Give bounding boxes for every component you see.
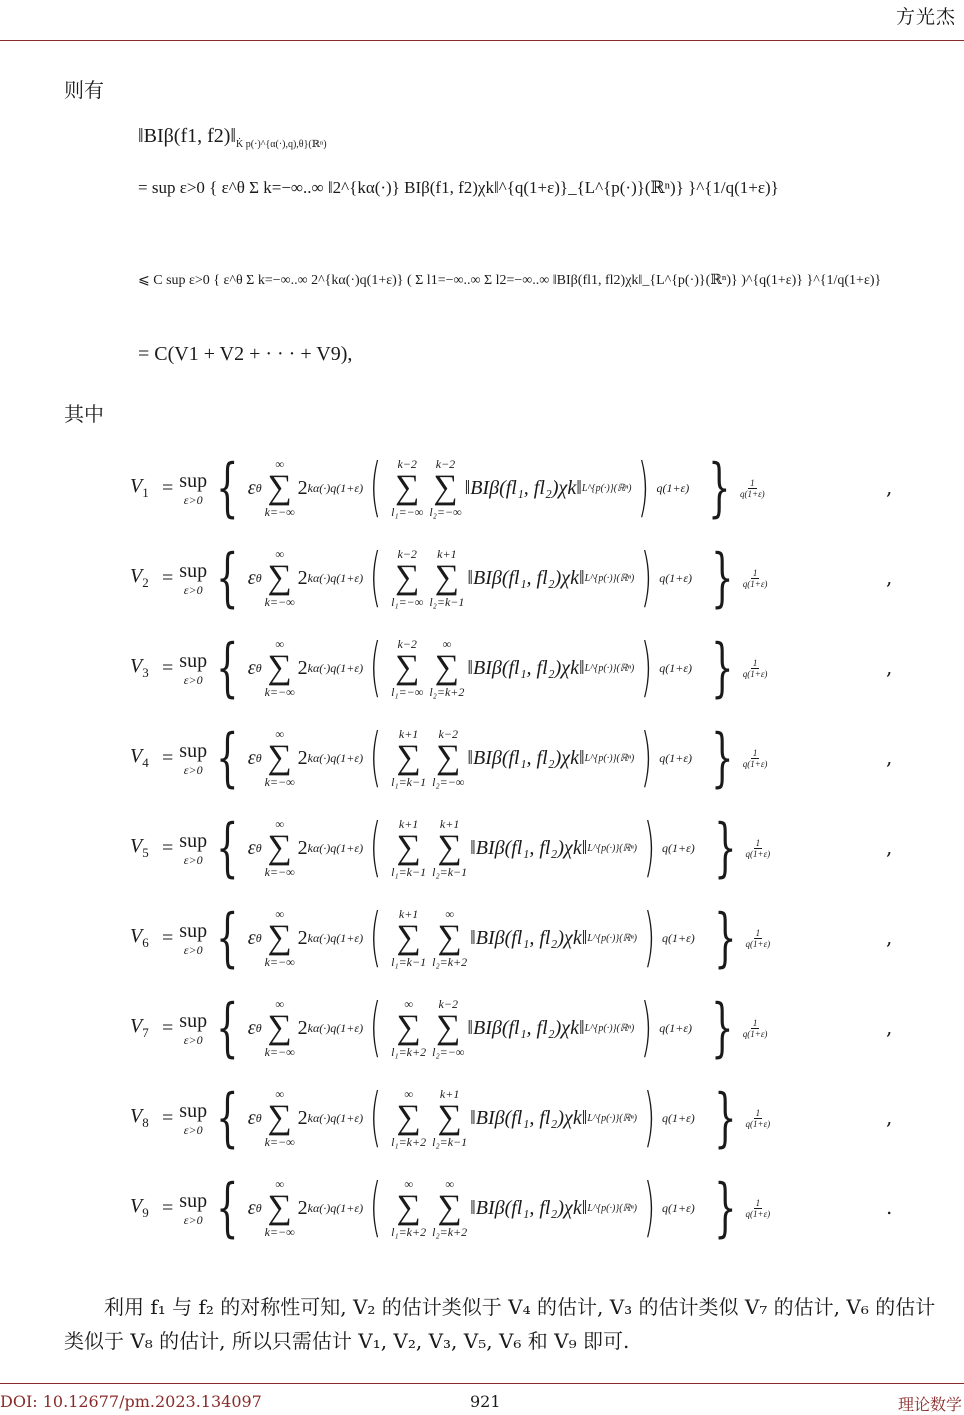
right-brace: }	[711, 631, 734, 705]
left-brace: {	[216, 811, 239, 885]
paragraph-line-2: 类似于 V₈ 的估计, 所以只需估计 V₁, V₂, V₃, V₅, V₆ 和 V₉ 即可.	[64, 1329, 630, 1353]
outer-exponent: q(1+ε)	[656, 480, 690, 495]
l2-sum-operator: k−2 ∑ l₂=−∞	[432, 997, 465, 1059]
sup-operator: sup ε>0	[179, 469, 208, 507]
v-term-punctuation: ,	[886, 565, 893, 589]
v-term-row: $V_8$ = sup ε>0 { ε θ ∞ ∑ k=−∞ 2 kα(·)q(1+ε) ( ∞ ∑ l₁=k+2 k+1 ∑ l₂=k−1 ‖BIβ(fl₁, fl₂)χk‖ L^{p(·)}(ℝⁿ) ) q(1+ε) } $\frac{1}{q(1+\varepsilon)}$	[130, 1081, 771, 1155]
v-term-row: $V_6$ = sup ε>0 { ε θ ∞ ∑ k=−∞ 2 kα(·)q(1+ε) ( k+1 ∑ l₁=k−1 ∞ ∑ l₂=k+2 ‖BIβ(fl₁, fl₂)χk‖ L^{p(·)}(ℝⁿ) ) q(1+ε) } $\frac{1}{q(1+\varepsilon)}$	[130, 901, 771, 975]
sup-operator: sup ε>0	[179, 559, 208, 597]
outer-exponent: q(1+ε)	[659, 1020, 693, 1035]
right-brace: }	[713, 811, 737, 885]
right-brace: }	[713, 1171, 737, 1245]
then-have-text: 则有	[64, 78, 104, 102]
right-paren: )	[643, 1081, 656, 1155]
v-label: $V_2$	[130, 565, 149, 590]
right-paren: )	[641, 631, 653, 705]
footer-journal-name: 理论数学	[897, 1395, 962, 1414]
power-fraction: $\frac{1}{q(1+\varepsilon)}$	[742, 1017, 768, 1039]
k-sum-operator: ∞ ∑ k=−∞	[264, 457, 295, 519]
norm-expression: ‖BIβ(fl₁, fl₂)χk‖	[470, 926, 588, 949]
l1-sum-operator: ∞ ∑ l₁=k+2	[391, 997, 427, 1059]
l2-sum-operator: k+1 ∑ l₂=k−1	[432, 817, 468, 879]
where-text: 其中	[64, 402, 104, 426]
left-brace: {	[216, 451, 239, 525]
v-term-row: $V_1$ = sup ε>0 { ε θ ∞ ∑ k=−∞ 2 kα(·)q(1+ε) ( k−2 ∑ l₁=−∞ k−2 ∑ l₂=−∞ ‖BIβ(fl₁, fl₂)χk‖ L^{p(·)}(ℝⁿ) ) q(1+ε) } $\frac{1}{q(1+\varepsilon)}$	[130, 451, 765, 525]
sup-operator: sup ε>0	[179, 649, 208, 687]
sup-operator: sup ε>0	[179, 1099, 208, 1137]
v-term-punctuation: ,	[886, 1105, 893, 1129]
main-eq-lhs-norm: ‖BIβ(f1, f2)‖	[138, 125, 237, 147]
l1-sum-operator: k−2 ∑ l₁=−∞	[391, 637, 424, 699]
l2-sum-operator: k+1 ∑ l₂=k−1	[432, 1087, 468, 1149]
left-paren: (	[369, 541, 382, 615]
main-eq-line4: = C(V1 + V2 + · · · + V9),	[138, 343, 353, 365]
outer-exponent: q(1+ε)	[661, 1110, 695, 1125]
power-fraction: $\frac{1}{q(1+\varepsilon)}$	[740, 477, 765, 499]
closing-paragraph	[64, 1290, 964, 1358]
main-eq-line2: = sup ε>0 { ε^θ Σ k=−∞..∞ ‖2^{kα(·)} BIβ(f1, f2)χk‖^{q(1+ε)}_{L^{p(·)}(ℝⁿ)} }^{1/q(1+ε)}	[138, 178, 779, 197]
v-term-punctuation: ,	[886, 475, 893, 499]
v-term-row: $V_9$ = sup ε>0 { ε θ ∞ ∑ k=−∞ 2 kα(·)q(1+ε) ( ∞ ∑ l₁=k+2 ∞ ∑ l₂=k+2 ‖BIβ(fl₁, fl₂)χk‖ L^{p(·)}(ℝⁿ) ) q(1+ε) } $\frac{1}{q(1+\varepsilon)}$	[130, 1171, 771, 1245]
norm-expression: ‖BIβ(fl₁, fl₂)χk‖	[467, 566, 585, 589]
right-brace: }	[713, 1081, 737, 1155]
v-term-row: $V_4$ = sup ε>0 { ε θ ∞ ∑ k=−∞ 2 kα(·)q(1+ε) ( k+1 ∑ l₁=k−1 k−2 ∑ l₂=−∞ ‖BIβ(fl₁, fl₂)χk‖ L^{p(·)}(ℝⁿ) ) q(1+ε) } $\frac{1}{q(1+\varepsilon)}$	[130, 721, 768, 795]
v-label: $V_6$	[130, 925, 149, 950]
k-sum-operator: ∞ ∑ k=−∞	[264, 817, 295, 879]
left-paren: (	[369, 901, 382, 975]
right-paren: )	[643, 1171, 656, 1245]
outer-exponent: q(1+ε)	[661, 930, 695, 945]
v-label: $V_7$	[130, 1015, 149, 1040]
l1-sum-operator: k+1 ∑ l₁=k−1	[391, 907, 427, 969]
left-paren: (	[369, 1171, 382, 1245]
v-label: $V_9$	[130, 1195, 149, 1220]
l1-sum-operator: k+1 ∑ l₁=k−1	[391, 727, 427, 789]
left-brace: {	[216, 631, 239, 705]
l1-sum-operator: ∞ ∑ l₁=k+2	[391, 1087, 427, 1149]
norm-expression: ‖BIβ(fl₁, fl₂)χk‖	[464, 476, 582, 499]
outer-exponent: q(1+ε)	[661, 1200, 695, 1215]
l1-sum-operator: ∞ ∑ l₁=k+2	[391, 1177, 427, 1239]
k-sum-operator: ∞ ∑ k=−∞	[264, 547, 295, 609]
main-eq-line3: ⩽ C sup ε>0 { ε^θ Σ k=−∞..∞ 2^{kα(·)q(1+ε)} ( Σ l1=−∞..∞ Σ l2=−∞..∞ ‖BIβ(fl1, fl2)χk‖_{L^{p(·)}(ℝⁿ)} )^{q(1+ε)} }^{1/q(1+ε)}	[138, 273, 882, 288]
v-term-punctuation: ,	[886, 745, 893, 769]
power-fraction: $\frac{1}{q(1+\varepsilon)}$	[742, 567, 768, 589]
v-label: $V_5$	[130, 835, 149, 860]
right-brace: }	[711, 541, 734, 615]
outer-exponent: q(1+ε)	[659, 750, 693, 765]
left-paren: (	[369, 991, 382, 1065]
k-sum-operator: ∞ ∑ k=−∞	[264, 727, 295, 789]
outer-exponent: q(1+ε)	[659, 570, 693, 585]
v-term-row: $V_3$ = sup ε>0 { ε θ ∞ ∑ k=−∞ 2 kα(·)q(1+ε) ( k−2 ∑ l₁=−∞ ∞ ∑ l₂=k+2 ‖BIβ(fl₁, fl₂)χk‖ L^{p(·)}(ℝⁿ) ) q(1+ε) } $\frac{1}{q(1+\varepsilon)}$	[130, 631, 768, 705]
right-paren: )	[641, 991, 653, 1065]
v-term-row: $V_2$ = sup ε>0 { ε θ ∞ ∑ k=−∞ 2 kα(·)q(1+ε) ( k−2 ∑ l₁=−∞ k+1 ∑ l₂=k−1 ‖BIβ(fl₁, fl₂)χk‖ L^{p(·)}(ℝⁿ) ) q(1+ε) } $\frac{1}{q(1+\varepsilon)}$	[130, 541, 768, 615]
left-paren: (	[369, 721, 382, 795]
norm-expression: ‖BIβ(fl₁, fl₂)χk‖	[470, 836, 588, 859]
left-brace: {	[216, 541, 239, 615]
left-brace: {	[216, 901, 239, 975]
left-paren: (	[369, 811, 382, 885]
power-fraction: $\frac{1}{q(1+\varepsilon)}$	[745, 927, 771, 949]
sup-operator: sup ε>0	[179, 919, 208, 957]
l2-sum-operator: ∞ ∑ l₂=k+2	[432, 1177, 468, 1239]
v-label: $V_8$	[130, 1105, 149, 1130]
l1-sum-operator: k+1 ∑ l₁=k−1	[391, 817, 427, 879]
right-brace: }	[713, 901, 737, 975]
sup-operator: sup ε>0	[179, 1009, 208, 1047]
outer-exponent: q(1+ε)	[659, 660, 693, 675]
footer-page-number: 921	[470, 1392, 501, 1411]
k-sum-operator: ∞ ∑ k=−∞	[264, 1177, 295, 1239]
v-label: $V_3$	[130, 655, 149, 680]
v-term-row: $V_5$ = sup ε>0 { ε θ ∞ ∑ k=−∞ 2 kα(·)q(1+ε) ( k+1 ∑ l₁=k−1 k+1 ∑ l₂=k−1 ‖BIβ(fl₁, fl₂)χk‖ L^{p(·)}(ℝⁿ) ) q(1+ε) } $\frac{1}{q(1+\varepsilon)}$	[130, 811, 771, 885]
norm-expression: ‖BIβ(fl₁, fl₂)χk‖	[467, 656, 585, 679]
header-divider	[0, 40, 964, 41]
l1-sum-operator: k−2 ∑ l₁=−∞	[391, 457, 424, 519]
left-brace: {	[216, 1171, 239, 1245]
k-sum-operator: ∞ ∑ k=−∞	[264, 997, 295, 1059]
right-paren: )	[643, 901, 656, 975]
l2-sum-operator: k+1 ∑ l₂=k−1	[429, 547, 465, 609]
left-paren: (	[369, 1081, 382, 1155]
v-label: $V_4$	[130, 745, 149, 770]
main-eq-lhs-space: K̇ p(·)^{α(·),q),θ}(ℝⁿ)	[236, 139, 327, 150]
k-sum-operator: ∞ ∑ k=−∞	[264, 1087, 295, 1149]
l2-sum-operator: k−2 ∑ l₂=−∞	[432, 727, 465, 789]
power-fraction: $\frac{1}{q(1+\varepsilon)}$	[742, 747, 768, 769]
norm-expression: ‖BIβ(fl₁, fl₂)χk‖	[470, 1196, 588, 1219]
sup-operator: sup ε>0	[179, 1189, 208, 1227]
footer-doi: DOI: 10.12677/pm.2023.134097	[0, 1392, 262, 1411]
right-brace: }	[708, 451, 731, 525]
v-term-punctuation: ,	[886, 925, 893, 949]
l2-sum-operator: ∞ ∑ l₂=k+2	[429, 637, 465, 699]
paragraph-line-1-text: 利用 f₁ 与 f₂ 的对称性可知, V₂ 的估计类似于 V₄ 的估计, V₃ 的估计类似 V₇ 的估计, V₆ 的估计	[104, 1295, 936, 1319]
outer-exponent: q(1+ε)	[661, 840, 695, 855]
power-fraction: $\frac{1}{q(1+\varepsilon)}$	[745, 1197, 771, 1219]
right-paren: )	[641, 541, 653, 615]
left-brace: {	[216, 1081, 239, 1155]
right-paren: )	[638, 451, 650, 525]
sup-operator: sup ε>0	[179, 739, 208, 777]
v-label: $V_1$	[130, 475, 149, 500]
right-brace: }	[711, 721, 734, 795]
right-paren: )	[643, 811, 656, 885]
power-fraction: $\frac{1}{q(1+\varepsilon)}$	[745, 1107, 771, 1129]
l2-sum-operator: k−2 ∑ l₂=−∞	[429, 457, 462, 519]
footer-divider	[0, 1383, 964, 1384]
left-brace: {	[216, 991, 239, 1065]
left-paren: (	[369, 631, 382, 705]
v-term-punctuation: ,	[886, 835, 893, 859]
k-sum-operator: ∞ ∑ k=−∞	[264, 637, 295, 699]
v-term-punctuation: .	[886, 1195, 893, 1219]
l1-sum-operator: k−2 ∑ l₁=−∞	[391, 547, 424, 609]
paragraph-line-1	[64, 1290, 964, 1324]
header-author: 方光杰	[895, 6, 956, 28]
norm-expression: ‖BIβ(fl₁, fl₂)χk‖	[467, 746, 585, 769]
left-brace: {	[216, 721, 239, 795]
v-term-punctuation: ,	[886, 655, 893, 679]
v-term-punctuation: ,	[886, 1015, 893, 1039]
k-sum-operator: ∞ ∑ k=−∞	[264, 907, 295, 969]
sup-operator: sup ε>0	[179, 829, 208, 867]
left-paren: (	[369, 451, 382, 525]
v-term-row: $V_7$ = sup ε>0 { ε θ ∞ ∑ k=−∞ 2 kα(·)q(1+ε) ( ∞ ∑ l₁=k+2 k−2 ∑ l₂=−∞ ‖BIβ(fl₁, fl₂)χk‖ L^{p(·)}(ℝⁿ) ) q(1+ε) } $\frac{1}{q(1+\varepsilon)}$	[130, 991, 768, 1065]
l2-sum-operator: ∞ ∑ l₂=k+2	[432, 907, 468, 969]
main-eq-lhs	[138, 125, 327, 150]
power-fraction: $\frac{1}{q(1+\varepsilon)}$	[745, 837, 771, 859]
power-fraction: $\frac{1}{q(1+\varepsilon)}$	[742, 657, 768, 679]
norm-expression: ‖BIβ(fl₁, fl₂)χk‖	[467, 1016, 585, 1039]
norm-expression: ‖BIβ(fl₁, fl₂)χk‖	[470, 1106, 588, 1129]
right-paren: )	[641, 721, 653, 795]
right-brace: }	[711, 991, 734, 1065]
